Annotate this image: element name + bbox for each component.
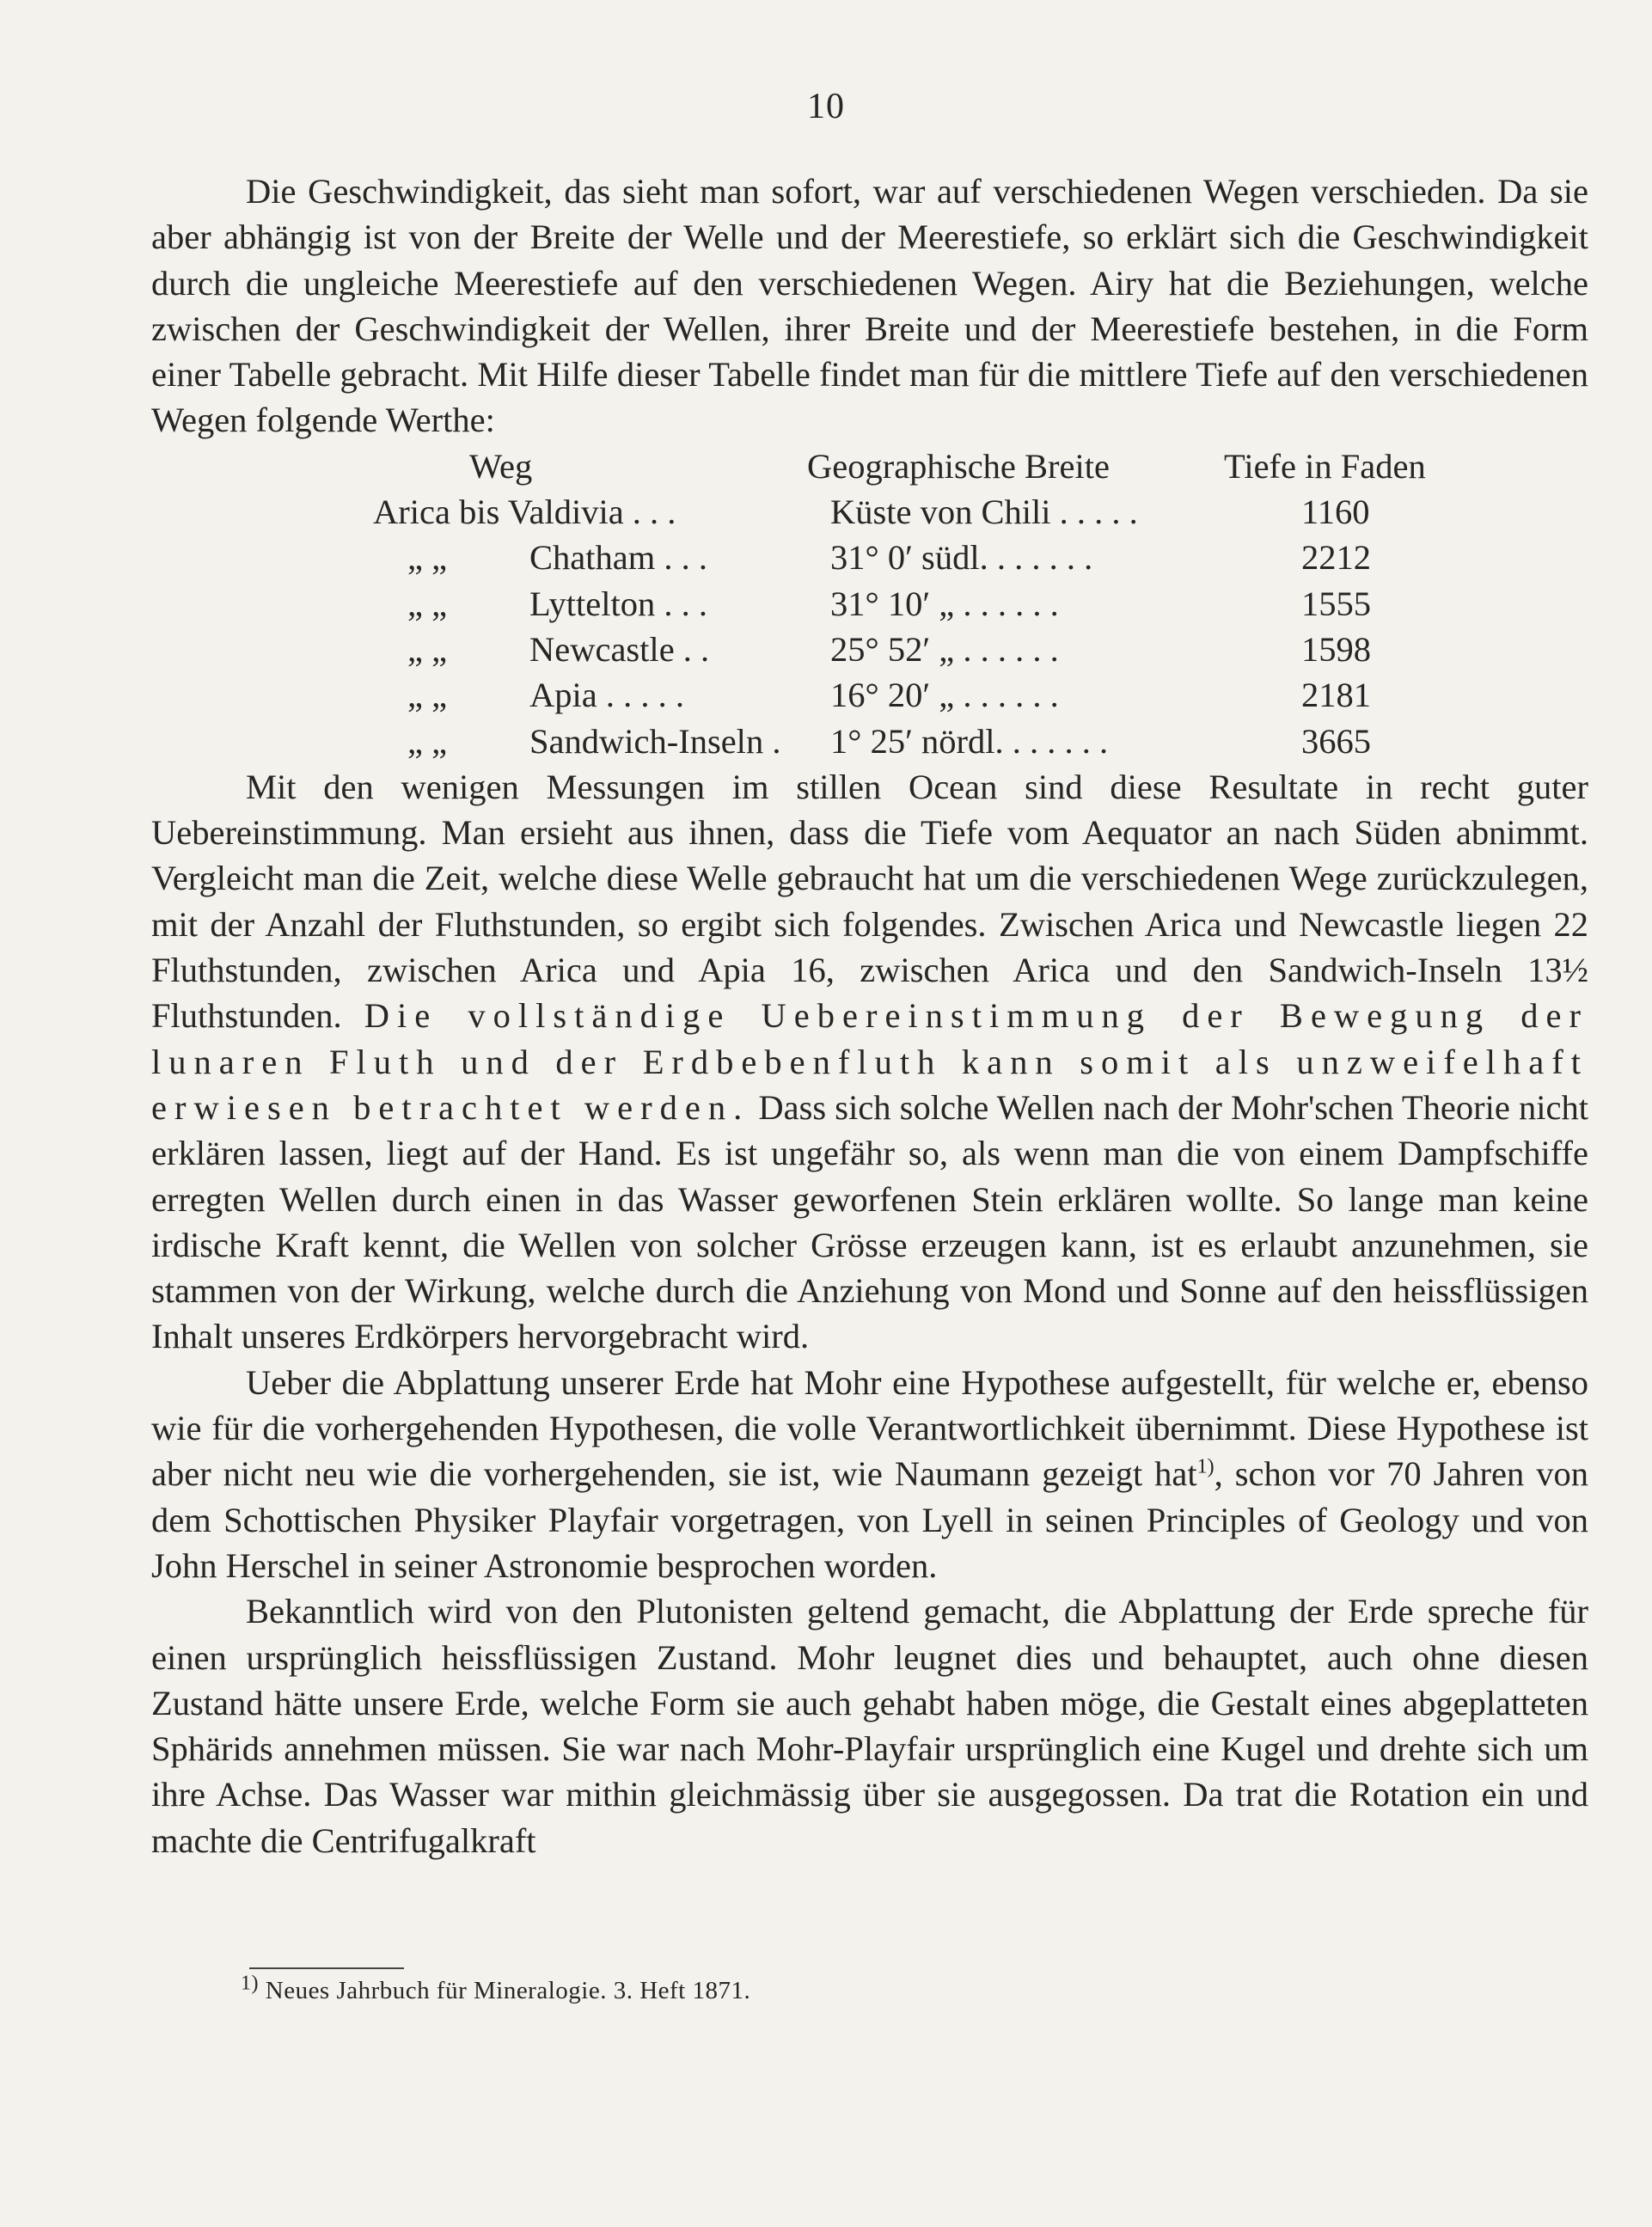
depth-cell: 2181: [1301, 676, 1371, 715]
paragraph-geschwindigkeit: Die Geschwindigkeit, das sieht man sofort, war auf verschiedenen Wegen verschieden. Da sie aber abhängig ist von der Breite der Welle und der Meerestiefe, so erklärt sich die Geschwindigkeit durch die ungleiche Meerestiefe auf den verschiedenen Wegen. Airy hat die Beziehungen, welche zwischen der Geschwindigkeit der Wellen, ihrer Breite und der Meerestiefe bestehen, in die Form einer Tabelle gebracht. Mit Hilfe dieser Tabelle findet man für die mittlere Tiefe auf den verschiedenen Wegen folgende Werthe:: [151, 172, 1588, 440]
route-cell: Arica bis Valdivia . . .: [373, 493, 676, 532]
body-text: [151, 168, 1588, 1863]
paragraph-plutonisten: Bekanntlich wird von den Plutonisten geltend gemacht, die Abplattung der Erde spreche für einen ursprünglich heissflüssigen Zustand. Mohr leugnet dies und behauptet, auch ohne diesen Zustand hätte unsere Erde, welche Form sie auch gehabt haben möge, die Gestalt eines abgeplatteten Sphärids annehmen müssen. Sie war nach Mohr-Playfair ursprünglich eine Kugel und drehte sich um ihre Achse. Das Wasser war mithin gleichmässig über sie ausgegossen. Da trat die Rotation ein und machte die Centrifugalkraft: [151, 1592, 1588, 1860]
breite-cell: 16° 20′ „ . . . . . .: [830, 676, 1059, 715]
route-cell: Apia . . . . .: [529, 676, 684, 715]
page-number: 10: [807, 87, 845, 126]
paragraph-uebereinstimmung: [151, 764, 1588, 1360]
footnote: [241, 1973, 750, 2008]
breite-cell: Küste von Chili . . . . .: [830, 493, 1138, 532]
table-row: [151, 672, 1588, 718]
paragraph-text: Mit den wenigen Messungen im stillen Ocean sind diese Resultate in recht guter Uebereinstimmung. Man ersieht aus ihnen, dass die Tiefe vom Aequator an nach Süden abnimmt. Vergleicht man die Zeit, welche diese Welle gebraucht hat um die verschiedenen Wege zurückzulegen, mit der Anzahl der Fluthstunden, so ergibt sich folgendes. Zwischen Arica und Newcastle liegen 22 Fluthstunden, zwischen Arica und Apia 16, zwischen Arica und den Sandwich-Inseln 13½ Fluthstunden.: [151, 767, 1588, 1036]
depth-cell: 3665: [1301, 721, 1371, 761]
header-breite: Geographische Breite: [807, 446, 1110, 486]
table-row: [151, 627, 1588, 672]
depth-table: [151, 444, 1588, 764]
ditto-mark: „ „: [407, 584, 448, 623]
route-cell: Sandwich-Inseln .: [529, 721, 781, 761]
breite-cell: 31° 0′ südl. . . . . . .: [830, 538, 1093, 578]
breite-cell: 31° 10′ „ . . . . . .: [830, 584, 1059, 623]
ditto-mark: „ „: [407, 538, 448, 578]
footnote-divider: [249, 1967, 404, 1969]
depth-cell: 2212: [1301, 538, 1371, 578]
route-cell: Chatham . . .: [529, 538, 707, 578]
table-header: [151, 444, 1588, 489]
footnote-text: Neues Jahrbuch für Mineralogie. 3. Heft 1871.: [265, 1977, 751, 2004]
route-cell: Newcastle . .: [529, 629, 710, 669]
depth-cell: 1555: [1301, 584, 1371, 623]
depth-cell: 1598: [1301, 629, 1371, 669]
ditto-mark: „ „: [407, 721, 448, 761]
table-row: [151, 535, 1588, 580]
ditto-mark: „ „: [407, 676, 448, 715]
paragraph-text: , schon vor 70 Jahren von dem Schottischen Physiker Playfair vorgetragen, von Lyell in seinen Principles of Geology und von John Herschel in seiner Astronomie besprochen worden.: [151, 1454, 1588, 1585]
table-row: [151, 489, 1588, 535]
header-tiefe: Tiefe in Faden: [1224, 446, 1426, 486]
paragraph-abplattung: [151, 1360, 1588, 1588]
ditto-mark: „ „: [407, 629, 448, 669]
breite-cell: 1° 25′ nördl. . . . . . .: [830, 721, 1109, 761]
footnote-ref[interactable]: 1): [1196, 1455, 1215, 1478]
paragraph-text: Dass sich solche Wellen nach der Mohr'schen Theorie nicht erklären lassen, liegt auf der Hand. Es ist ungefähr so, als wenn man die von einem Dampfschiffe erregten Wellen durch einen in das Wasser geworfenen Stein erklären wollte. So lange man keine irdische Kraft kennt, die Wellen von solcher Grösse erzeugen kann, ist es erlaubt anzunehmen, sie stammen von der Wirkung, welche durch die Anziehung von Mond und Sonne auf den heissflüssigen Inhalt unseres Erdkörpers hervorgebracht wird.: [151, 1087, 1588, 1356]
depth-cell: 1160: [1301, 493, 1370, 532]
route-cell: Lyttelton . . .: [529, 584, 707, 623]
emphasized-text: Die vollständige Uebereinstimmung der Bewegung der lunaren Fluth und der Erdbebenfluth kann somit als unzweifelhaft erwiesen betrachtet werden.: [151, 996, 1588, 1127]
table-row: [151, 581, 1588, 627]
paragraph-text: Ueber die Abplattung unserer Erde hat Mohr eine Hypothese aufgestellt, für welche er, ebenso wie für die vorhergehenden Hypothesen, die volle Verantwortlichkeit übernimmt. Diese Hypothese ist aber nicht neu wie die vorhergehenden, sie ist, wie Naumann gezeigt hat: [151, 1362, 1588, 1494]
footnote-mark: 1): [241, 1972, 259, 1995]
table-row: [151, 719, 1588, 764]
header-weg: Weg: [469, 446, 533, 486]
breite-cell: 25° 52′ „ . . . . . .: [830, 629, 1059, 669]
